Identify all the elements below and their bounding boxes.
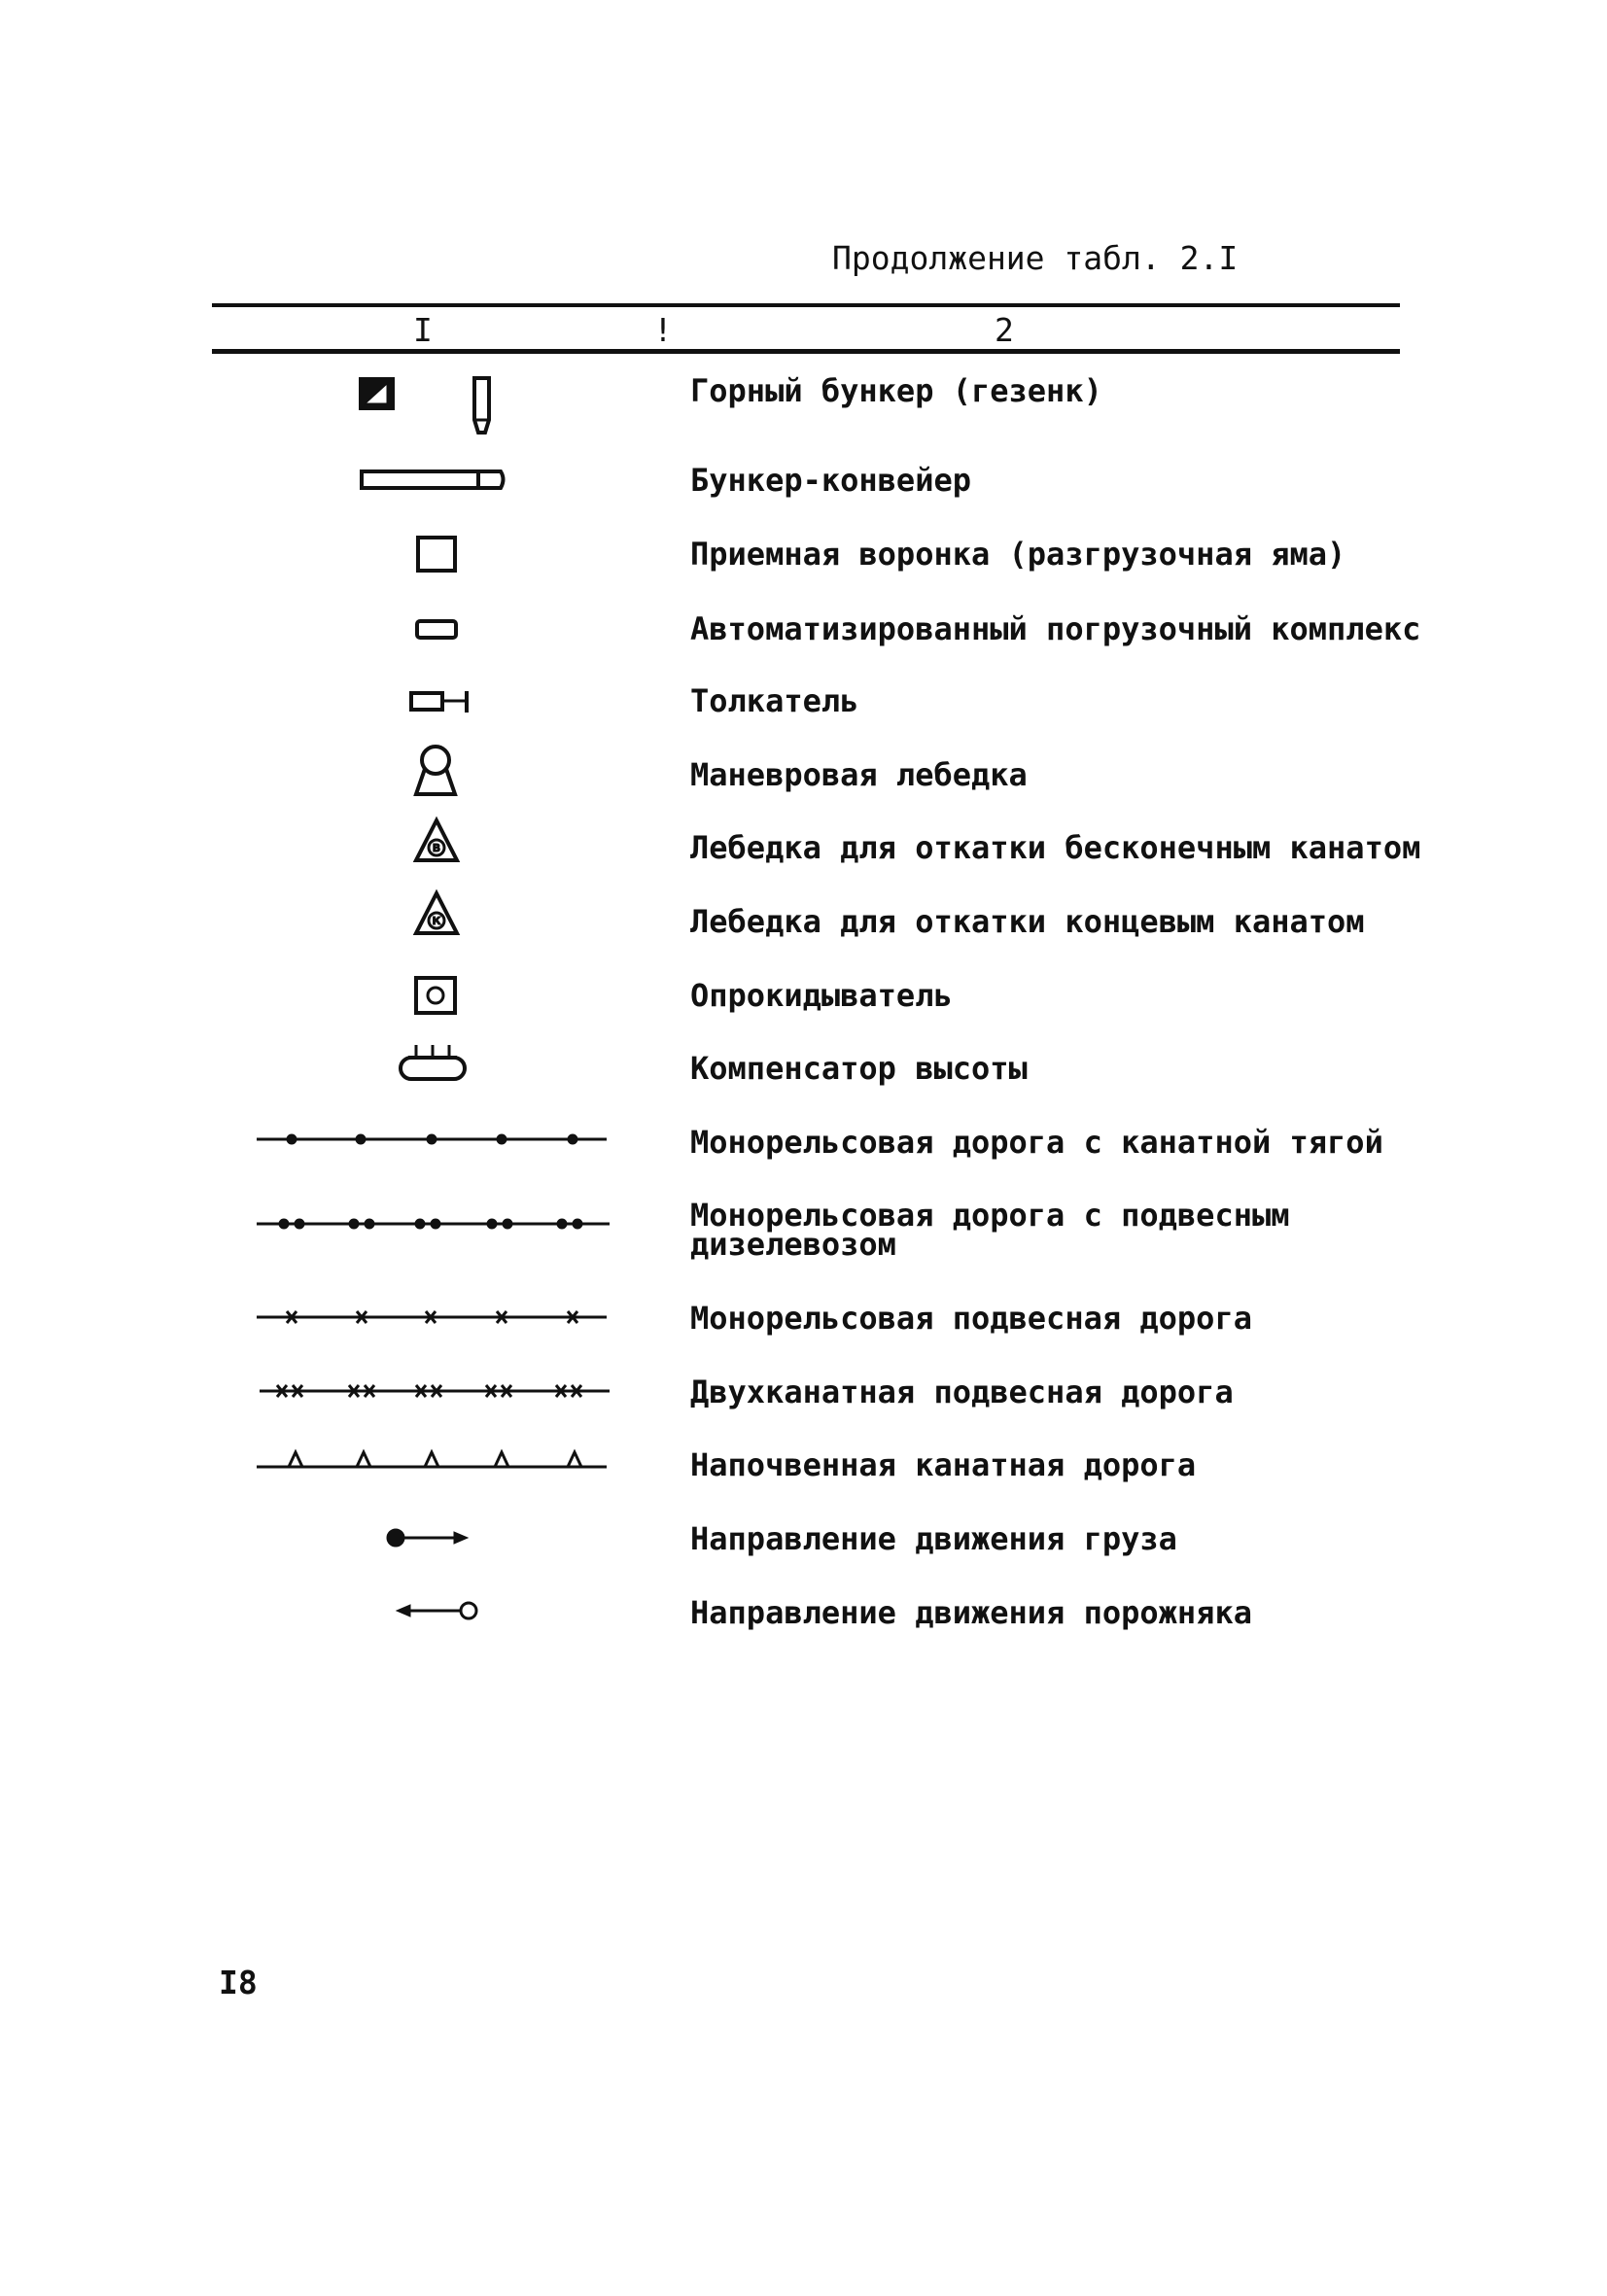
end-rope-winch-icon (412, 889, 463, 938)
row-description: Компенсатор высоты (690, 1050, 1028, 1087)
svg-text:В: В (432, 842, 441, 854)
row-description: Напочвенная канатная дорога (690, 1446, 1197, 1483)
row-description: Лебедка для откатки концевым канатом (690, 903, 1365, 940)
column-2-header: 2 (995, 311, 1014, 349)
suspended-monorail-icon (255, 1307, 610, 1327)
row-description: Опрокидыватель (690, 977, 953, 1014)
row-description: Направление движения груза (690, 1520, 1177, 1557)
mine-bunker-icon (358, 374, 504, 442)
loading-complex-icon (414, 618, 463, 644)
rope-monorail-icon (255, 1130, 610, 1149)
svg-text:К: К (432, 915, 441, 927)
row-description: Толкатель (690, 682, 859, 719)
row-description: Направление движения порожняка (690, 1594, 1252, 1631)
shunting-winch-icon (412, 743, 463, 799)
tipper-icon (413, 975, 460, 1018)
row-description: Автоматизированный погрузочный комплекс (690, 610, 1421, 647)
row-description: Монорельсовая подвесная дорога (690, 1300, 1252, 1337)
height-compensator-icon (397, 1040, 471, 1085)
ground-rope-road-icon (255, 1444, 610, 1474)
table-continuation-caption: Продолжение табл. 2.I (832, 239, 1239, 277)
diesel-monorail-icon (255, 1214, 612, 1234)
bunker-conveyor-icon (360, 467, 510, 496)
row-description: Приемная воронка (разгрузочная яма) (690, 536, 1346, 573)
row-description: Горный бункер (гезенк) (690, 372, 1102, 409)
endless-rope-winch-icon (412, 817, 463, 865)
row-description: Монорельсовая дорога с подвесным дизелевозом (690, 1197, 1290, 1263)
row-description: Лебедка для откатки бесконечным канатом (690, 829, 1421, 866)
empty-direction-icon (394, 1599, 481, 1622)
pusher-icon (408, 688, 472, 717)
table-top-rule (212, 303, 1400, 307)
column-1-header: I (413, 311, 433, 349)
twin-rope-road-icon (258, 1381, 612, 1401)
row-description: Маневровая лебедка (690, 756, 1028, 793)
row-description: Монорельсовая дорога с канатной тягой (690, 1124, 1383, 1161)
table-header-rule (212, 349, 1400, 354)
row-description: Двухканатная подвесная дорога (690, 1374, 1234, 1410)
receiving-funnel-icon (415, 535, 459, 575)
cargo-direction-icon (384, 1526, 472, 1549)
column-separator: ! (653, 311, 673, 349)
row-description: Бункер-конвейер (690, 462, 971, 499)
page-number: I8 (219, 1964, 258, 2001)
